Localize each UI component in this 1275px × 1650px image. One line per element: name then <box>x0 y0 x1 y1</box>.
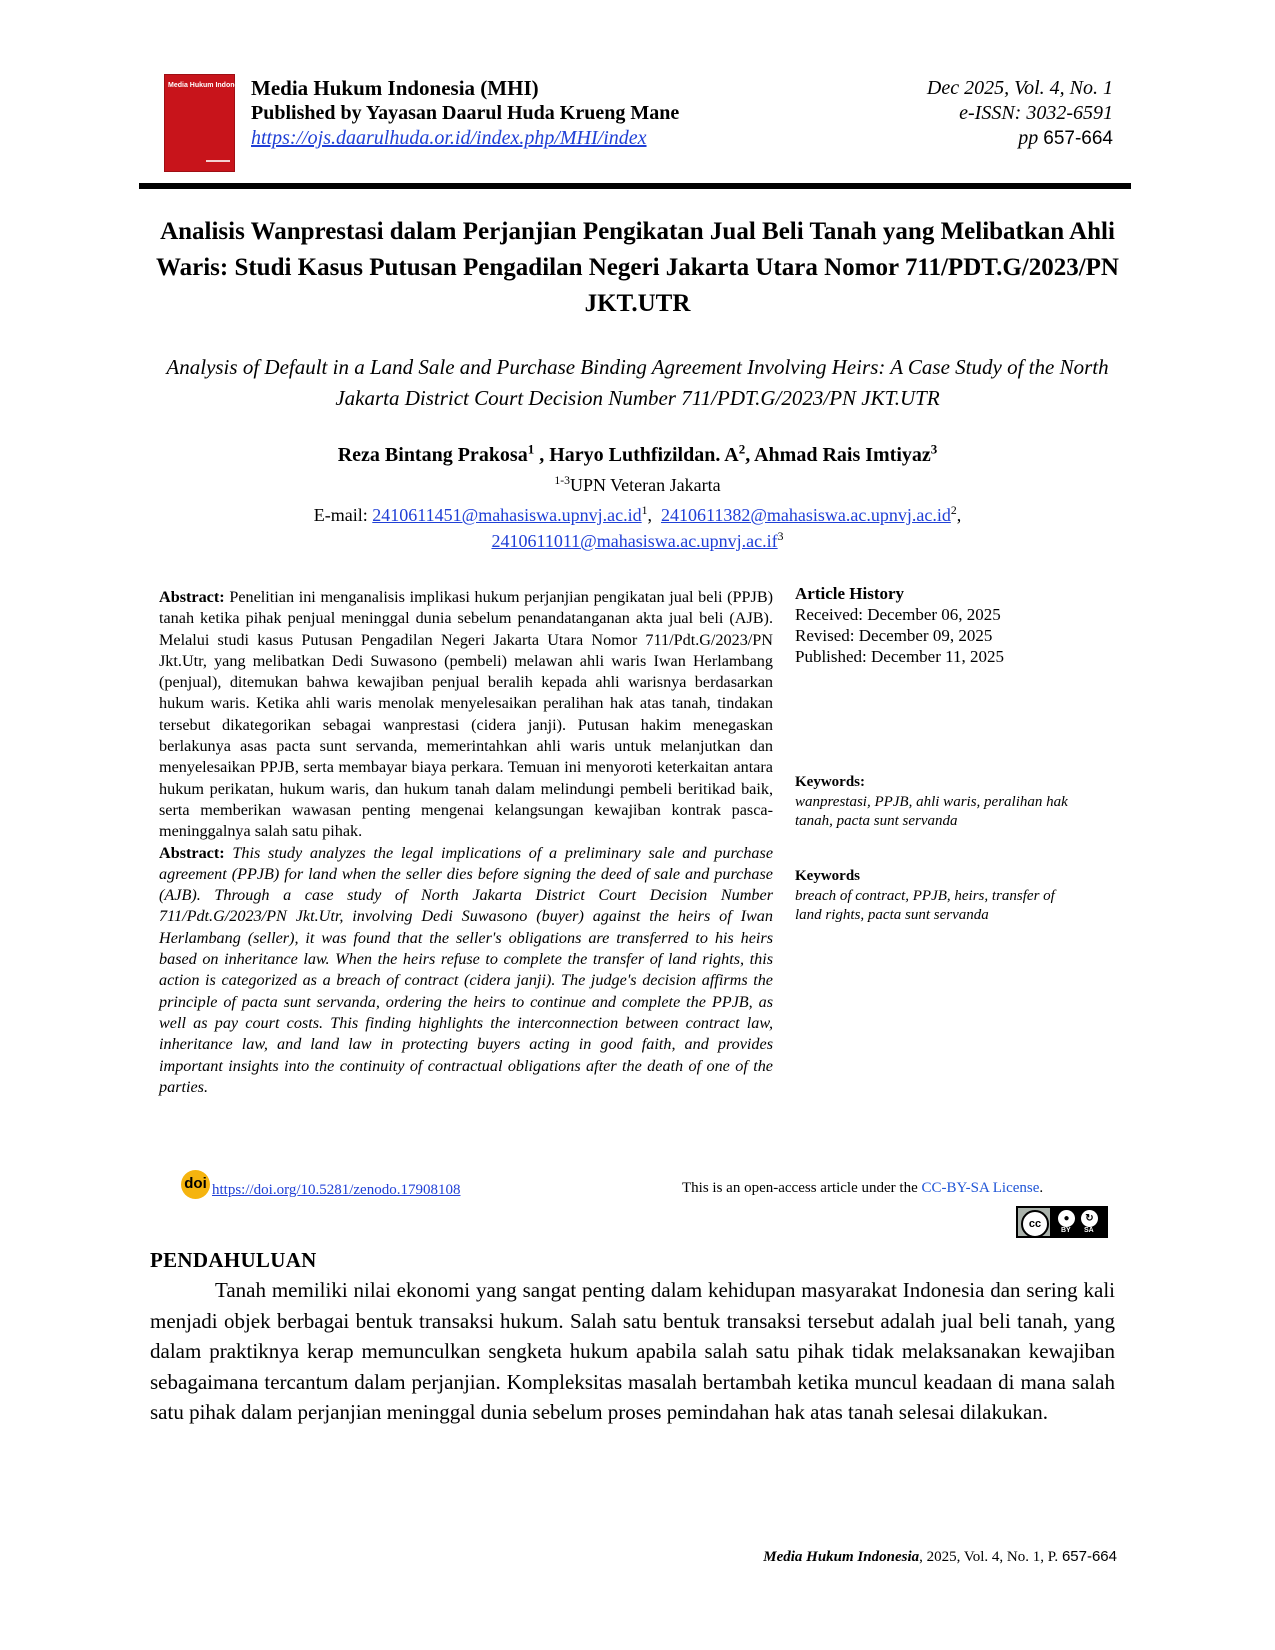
affiliation-name: UPN Veteran Jakarta <box>569 475 721 495</box>
abstract-text: Penelitian ini menganalisis implikasi hukum perjanjian pengikatan jual beli (PPJB) tanah ketika pihak penjual meninggal dunia sebelum penandatanganan akta jual beli (AJB). Melalui studi kasus Putusan Pengadilan Negeri Jakarta Utara Nomor 711/Pdt.G/2023/PN Jkt.Utr, yang melibatkan Dedi Suwasono (pembeli) melawan ahli waris Iwan Herlambang (penjual), ditemukan bahwa kewajiban penjual beralih kepada ahli warisnya berdasarkan hukum waris. Ketika ahli waris menolak menyelesaikan peralihan hak atas tanah, tindakan tersebut dikategorikan sebagai wanprestasi (cidera janji). Putusan hakim menegaskan berlakunya asas pacta sunt servanda, memerintahkan ahli waris untuk melanjutkan dan menyelesaikan PPJB, serta membayar biaya perkara. Temuan ini menyoroti keterkaitan antara hukum perikatan, hukum waris, dan hukum tanah dalam melindungi pembeli beritikad baik, serta memberikan wawasan penting mengenai kelangsungan kewajiban kontrak pasca-meninggalnya salah satu pihak. <box>159 588 774 841</box>
share-alike-icon: ↻ <box>1081 1210 1098 1227</box>
attribution-icon: ● <box>1058 1210 1075 1227</box>
journal-cover-thumbnail <box>164 74 268 172</box>
page-footer <box>763 1548 1117 1566</box>
journal-info <box>251 76 679 151</box>
abstract-column <box>159 587 773 1098</box>
author-name: Haryo Luthfizildan. A <box>549 444 739 466</box>
published-date: Published: December 11, 2025 <box>795 647 1004 666</box>
journal-url-link[interactable]: https://ojs.daarulhuda.or.id/index.php/MHI/index <box>251 127 647 149</box>
affiliation <box>140 475 1135 496</box>
author-sup: 2 <box>738 441 746 457</box>
email-link-2[interactable]: 2410611382@mahasiswa.ac.upnvj.ac.id <box>661 505 951 525</box>
email-label: E-mail: <box>313 505 368 525</box>
abstract-label: Abstract: <box>159 843 225 862</box>
eissn: e-ISSN: 3032-6591 <box>959 102 1113 124</box>
keywords-indonesian <box>795 772 1085 831</box>
author-sup: 1 <box>527 441 535 457</box>
doi-icon: doi <box>181 1170 210 1199</box>
badge-sa-label: SA <box>1084 1227 1094 1234</box>
publisher: Published by Yayasan Daarul Huda Krueng Mane <box>251 102 680 124</box>
author-list: Reza Bintang Prakosa$^1$ , Haryo Luthfizildan. $A^2$, Ahmad Rais Imtiyaz$^3$ <box>337 441 938 466</box>
cover-title: Media Hukum Indonesia (MHI) <box>168 82 268 89</box>
email-link-3[interactable]: 2410611011@mahasiswa.ac.upnvj.ac.if <box>491 531 778 551</box>
badge-black-panel <box>1050 1208 1106 1236</box>
affiliation-sup: 1-3 <box>554 474 570 487</box>
footer-pages: 657-664 <box>1061 1548 1117 1565</box>
article-history <box>795 583 1095 667</box>
keywords-heading: Keywords: <box>795 774 865 790</box>
article-subtitle-english: Analysis of Default in a Land Sale and Purchase Binding Agreement Involving Heirs: A Case Study of the North Jakarta District Court Decision Number 711/PDT.G/2023/PN JKT.UTR <box>166 355 1109 410</box>
issue-info <box>927 76 1113 151</box>
abstract-text: This study analyzes the legal implications of a preliminary sale and purchase agreement (PPJB) for land when the seller dies before signing the deed of sale and purchase (AJB). Through a case study of North Jakarta District Court Decision Number 711/Pdt.G/2023/PN Jkt.Utr, involving Dedi Suwasono (buyer) against the heirs of Iwan Herlambang (seller), it was found that the seller's obligations are transferred to his heirs based on inheritance law. When the heirs refuse to complete the transfer of land rights, this action is categorized as a breach of contract (cidera janji). The judge's decision affirms the principle of pacta sunt servanda, ordering the heirs to continue and complete the PPJB, as well as pay court costs. This finding highlights the interconnection between contract law, inheritance law, and land law in protecting buyers acting in good faith, and provides important insights into the continuity of contractual obligations after the death of one of the parties. <box>159 843 774 1096</box>
cc-icon: cc <box>1021 1210 1049 1238</box>
keywords-heading: Keywords <box>795 868 860 884</box>
keywords-english <box>795 866 1075 925</box>
author-emails: E-mail: $2410611451@mahasiswa.upnvj.ac.id^1$, $2410611382@mahasiswa.ac.upnvj.ac.id^2$, $2410611011@mahasiswa.ac.upnvj.ac.if^3$ <box>313 504 962 551</box>
article-title: Analisis Wanprestasi dalam Perjanjian Pengikatan Jual Beli Tanah yang Melibatkan Ahli Waris: Studi Kasus Putusan Pengadilan Negeri Jakarta Utara Nomor 711/PDT.G/2023/PN JKT.UTR <box>155 218 1119 317</box>
article-history-heading: Article History <box>795 584 905 603</box>
footer-info: , 2025, Vol. 4, No. 1, P. <box>919 1549 1059 1565</box>
author-name: Ahmad Rais Imtiyaz <box>754 444 931 466</box>
license-link[interactable]: CC-BY-SA License <box>921 1180 1040 1196</box>
email-link-1[interactable]: 2410611451@mahasiswa.upnvj.ac.id <box>372 505 642 525</box>
revised-date: Revised: December 09, 2025 <box>795 626 993 645</box>
abstract-label: Abstract: <box>159 588 225 606</box>
issue-date-volume: Dec 2025, Vol. 4, No. 1 <box>926 77 1113 99</box>
section-heading: PENDAHULUAN <box>150 1248 317 1272</box>
abstract-indonesian <box>159 587 773 843</box>
page-range: pp 657-664 <box>1018 127 1113 149</box>
received-date: Received: December 06, 2025 <box>795 605 1001 624</box>
journal-name: Media Hukum Indonesia (MHI) <box>251 76 539 100</box>
header-rule <box>139 183 1131 189</box>
keywords-text: wanprestasi, PPJB, ahli waris, peralihan hak tanah, pacta sunt servanda <box>795 794 1068 829</box>
cover-mark <box>206 160 230 162</box>
author-sup: 3 <box>930 441 938 457</box>
license-statement: This is an open-access article under the CC-BY-SA License. <box>682 1180 1044 1196</box>
badge-by-label: BY <box>1061 1227 1071 1234</box>
page-range-numbers: 657-664 <box>1043 128 1113 149</box>
license-text: This is an open-access article under the <box>682 1180 918 1196</box>
author-name: Reza Bintang Prakosa <box>337 444 528 466</box>
abstract-english <box>159 843 773 1099</box>
footer-journal: Media Hukum Indonesia <box>763 1549 920 1565</box>
doi-link[interactable]: https://doi.org/10.5281/zenodo.17908108 <box>212 1182 461 1198</box>
body-paragraph: Tanah memiliki nilai ekonomi yang sangat penting dalam kehidupan masyarakat Indonesia dan sering kali menjadi objek berbagai bentuk transaksi hukum. Salah satu bentuk transaksi tersebut adalah jual beli tanah, yang dalam praktiknya kerap memunculkan sengketa hukum apabila salah satu pihak tidak melaksanakan kewajiban sebagaimana tercantum dalam perjanjian. Kompleksitas masalah bertambah ketika muncul keadaan di mana salah satu pihak dalam perjanjian meninggal dunia sebelum proses pemindahan hak atas tanah selesai dilakukan. <box>150 1278 1115 1424</box>
keywords-text: breach of contract, PPJB, heirs, transfer of land rights, pacta sunt servanda <box>795 888 1055 923</box>
cc-by-sa-badge[interactable] <box>1016 1206 1108 1238</box>
